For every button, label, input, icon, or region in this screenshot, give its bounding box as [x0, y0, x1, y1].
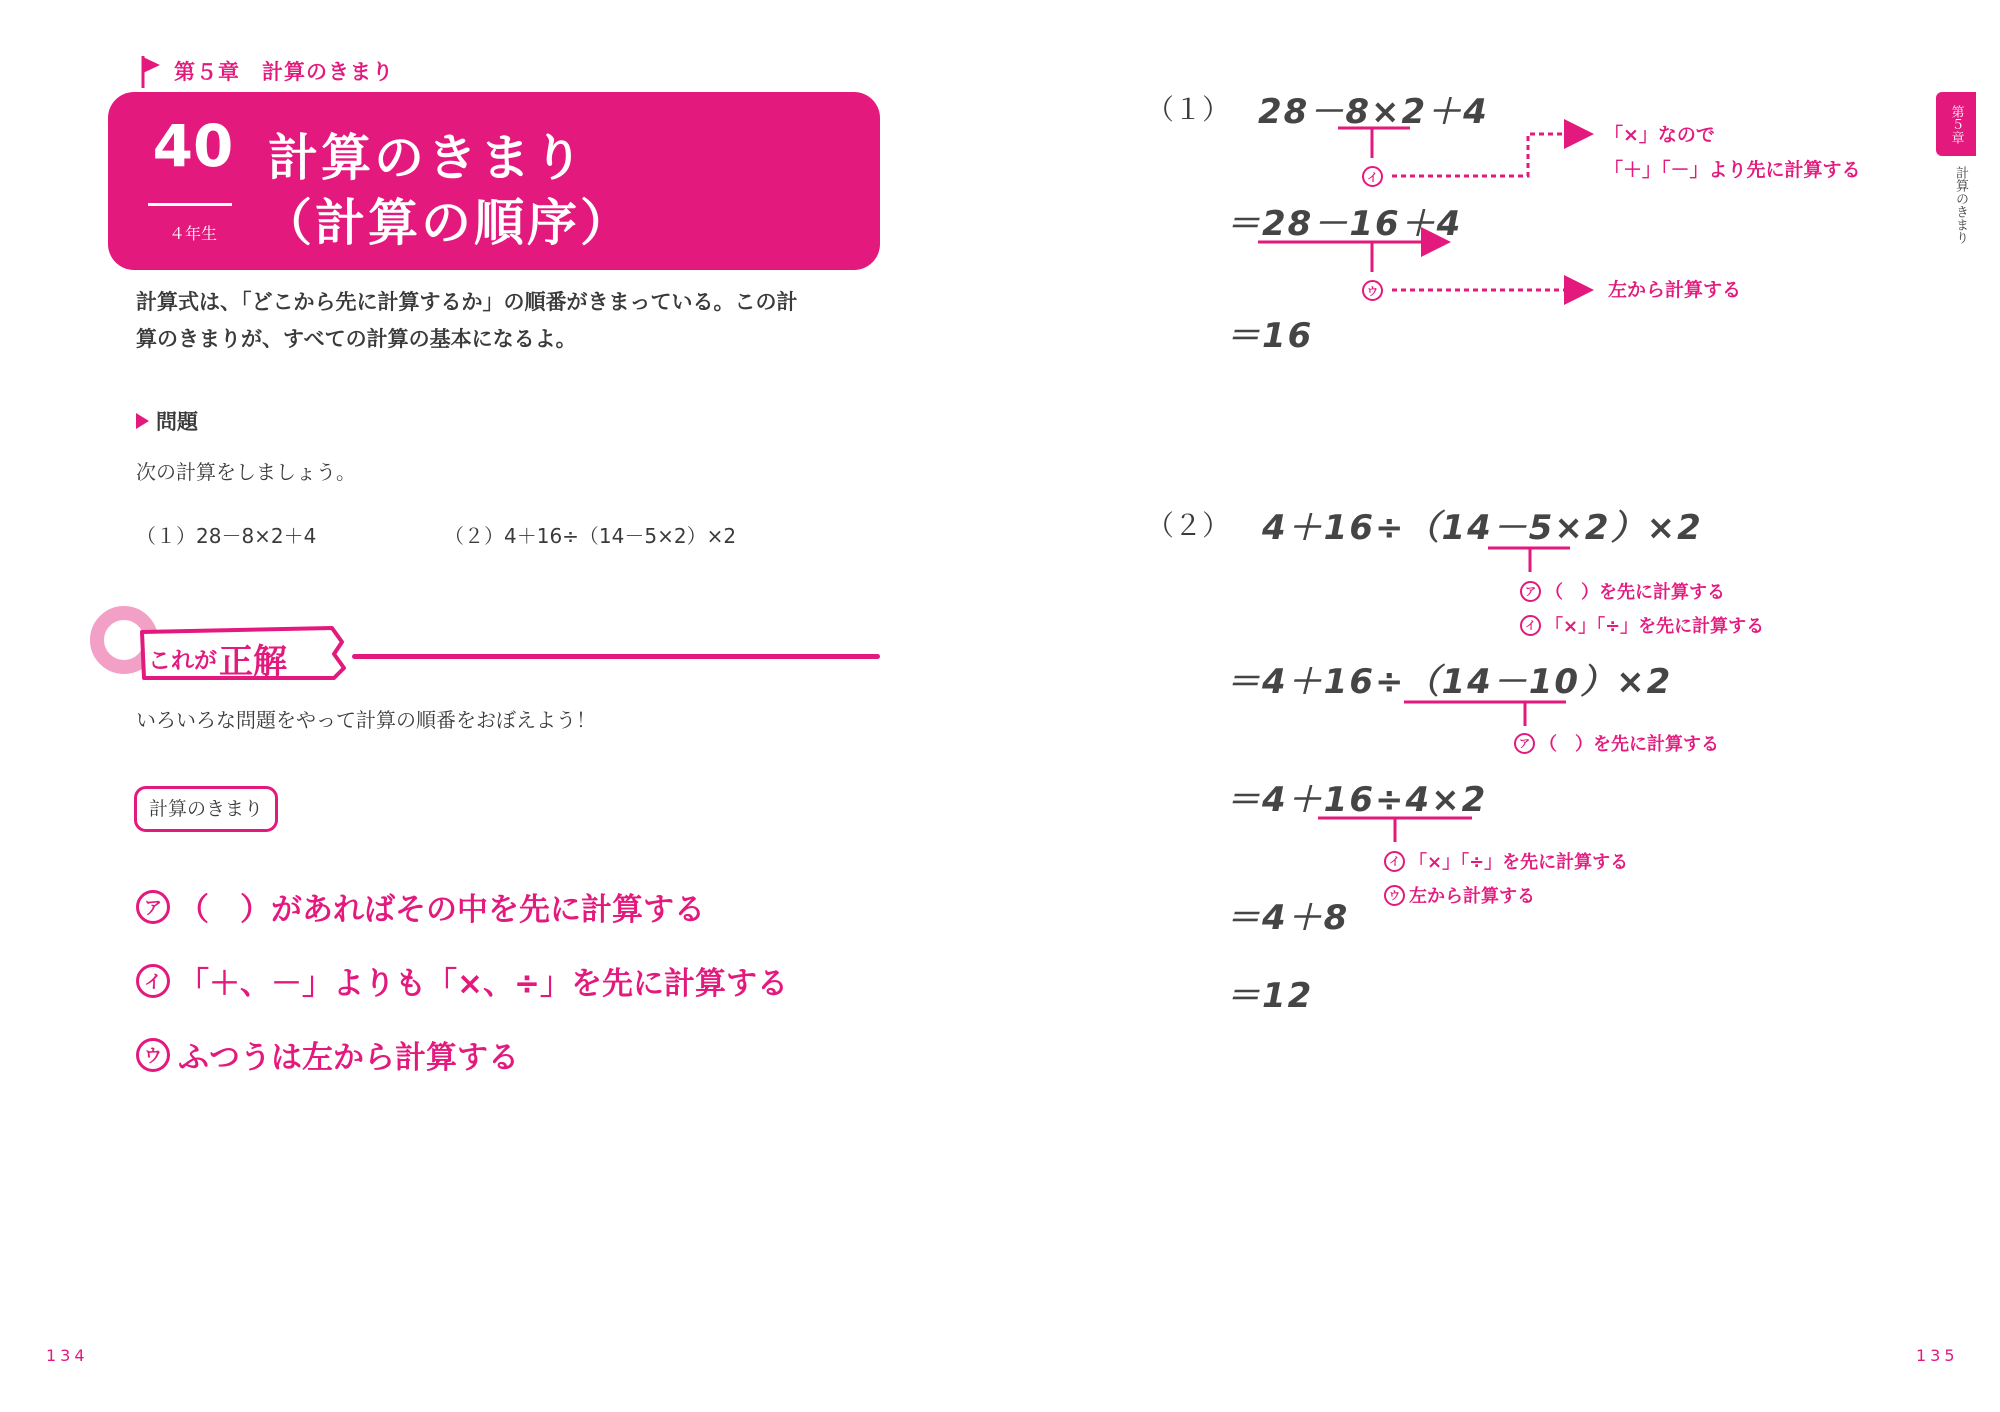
q2-note-text: （ ）を先に計算する	[1545, 582, 1725, 603]
side-title: 計算のきまり	[1953, 166, 1968, 244]
q2-note-text: 「×」「÷」を先に計算する	[1545, 616, 1765, 637]
mark-a-icon: ア	[1514, 733, 1535, 754]
q2-result: ＝12	[1226, 976, 1314, 1016]
q2-step: ＝4＋16÷4×2	[1226, 780, 1488, 820]
rule-text: （ ）があればその中を先に計算する	[178, 892, 705, 928]
q2-note-text: （ ）を先に計算する	[1539, 734, 1719, 755]
rule-text: ふつうは左から計算する	[178, 1040, 519, 1076]
q1-note-a-line2: 「＋」「－」より先に計算する	[1604, 159, 1861, 181]
q2-step: ＝4＋16÷（14－10）×2	[1226, 662, 1673, 702]
q2-step: ＝4＋8	[1226, 898, 1350, 938]
rules-title: 計算のきまり	[134, 786, 278, 832]
q1-note-a-line1: 「×」なので	[1604, 124, 1715, 146]
question-2-label: （２）	[1146, 509, 1231, 542]
q2-note-text: 「×」「÷」を先に計算する	[1409, 852, 1629, 873]
intro-line: 算のきまりが、すべての計算の基本になるよ。	[136, 327, 577, 351]
rule-text: 「＋、－」よりも「×、÷」を先に計算する	[178, 966, 788, 1002]
q1-expression: 28－8×2＋4	[1258, 92, 1489, 132]
q2-note	[1520, 612, 1764, 638]
problem-instruction: 次の計算をしましょう。	[136, 460, 356, 484]
lesson-title-line2: （計算の順序）	[262, 194, 633, 252]
chapter-label: 第５章 計算のきまり	[174, 60, 394, 84]
q2-note	[1384, 882, 1535, 908]
side-tab-label: 第５章	[1948, 104, 1964, 144]
question-1-label: （１）	[1146, 93, 1231, 126]
q2-note-text: 左から計算する	[1409, 886, 1535, 907]
mark-i-icon: イ	[1362, 166, 1383, 187]
q2-note	[1384, 848, 1628, 874]
arrow-q1-note-a	[1392, 134, 1585, 176]
answer-label-b: 正解	[219, 642, 287, 682]
q1-note-b: 左から計算する	[1608, 279, 1742, 301]
page-number-left: 134	[46, 1346, 89, 1365]
lesson-title-line1: 計算のきまり	[268, 129, 586, 187]
q1-result: ＝16	[1226, 316, 1314, 356]
problem-heading-label: 問題	[156, 410, 198, 434]
problem-1: （１）28－8×2＋4	[136, 524, 317, 548]
mark-u-icon: ウ	[1384, 885, 1405, 906]
q2-expression: 4＋16÷（14－5×2）×2	[1262, 508, 1703, 548]
lesson-number: 40	[152, 112, 234, 180]
mark-i: イ	[136, 964, 170, 998]
page-number-right: 135	[1916, 1346, 1959, 1365]
grade-label: ４年生	[168, 224, 217, 243]
mark-i-icon: イ	[1384, 851, 1405, 872]
answer-label-a: これが	[148, 648, 217, 674]
answer-subtext: いろいろな問題をやって計算の順番をおぼえよう！	[136, 708, 596, 732]
q2-note	[1520, 578, 1725, 604]
mark-i-icon: イ	[1520, 615, 1541, 636]
intro-line: 計算式は、「どこから先に計算するか」の順番がきまっている。この計	[136, 290, 798, 314]
mark-u-icon: ウ	[1362, 280, 1383, 301]
q1-step: ＝28－16＋4	[1226, 204, 1463, 244]
mark-a: ア	[136, 890, 170, 924]
problem-2: （２）4＋16÷（14－5×2）×2	[444, 524, 737, 548]
mark-a-icon: ア	[1520, 581, 1541, 602]
mark-u: ウ	[136, 1038, 170, 1072]
q2-note	[1514, 730, 1719, 756]
